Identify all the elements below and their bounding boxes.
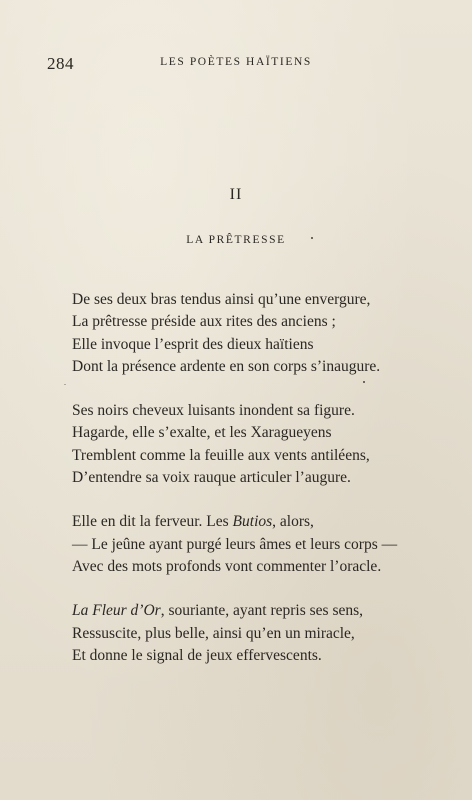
poem-line: Tremblent comme la feuille aux vents antiléens, [72, 446, 370, 464]
poem-body [72, 289, 452, 689]
poem-line-part: , souriante, ayant repris ses sens, [160, 602, 364, 620]
poem-line: Hagarde, elle s’exalte, et les Xaragueyens [72, 424, 332, 442]
poem-line-part: , alors, [272, 513, 314, 531]
italic-phrase-fleur-dor: La Fleur d’Or [72, 602, 161, 620]
stanza-2 [72, 400, 452, 489]
page-number: 284 [47, 54, 74, 73]
poem-line: Dont la présence ardente en son corps s’inaugure. [72, 357, 381, 375]
poem-line: Ressuscite, plus belle, ainsi qu’en un miracle, [72, 624, 355, 642]
running-head: LES POÈTES HAÏTIENS [160, 56, 312, 68]
poem-line: — Le jeûne ayant purgé leurs âmes et leurs corps — [72, 535, 398, 553]
poem-line: La prêtresse préside aux rites des anciens ; [72, 313, 336, 331]
poem-line: Ses noirs cheveux luisants inondent sa figure. [72, 402, 355, 420]
section-numeral: II [229, 186, 243, 203]
poem-line-part: Elle en dit la ferveur. Les [72, 513, 233, 531]
poem-line: Elle invoque l’esprit des dieux haïtiens [72, 335, 314, 353]
italic-word-butios: Butios [232, 513, 273, 531]
paper-speck [363, 381, 365, 383]
poem-line: De ses deux bras tendus ainsi qu’une envergure, [72, 291, 371, 308]
poem-line: D’entendre sa voix rauque articuler l’augure. [72, 469, 351, 487]
poem-line: Et donne le signal de jeux effervescents. [72, 646, 322, 664]
stanza-1 [72, 289, 452, 378]
poem-title: LA PRÊTRESSE [186, 234, 286, 246]
poem-line [72, 600, 452, 622]
poem-line [72, 511, 452, 533]
stanza-4 [72, 600, 452, 667]
paper-speck [64, 384, 66, 385]
poem-line: Avec des mots profonds vont commenter l’oracle. [72, 557, 382, 575]
stanza-3 [72, 511, 452, 578]
paper-speck [311, 237, 313, 239]
